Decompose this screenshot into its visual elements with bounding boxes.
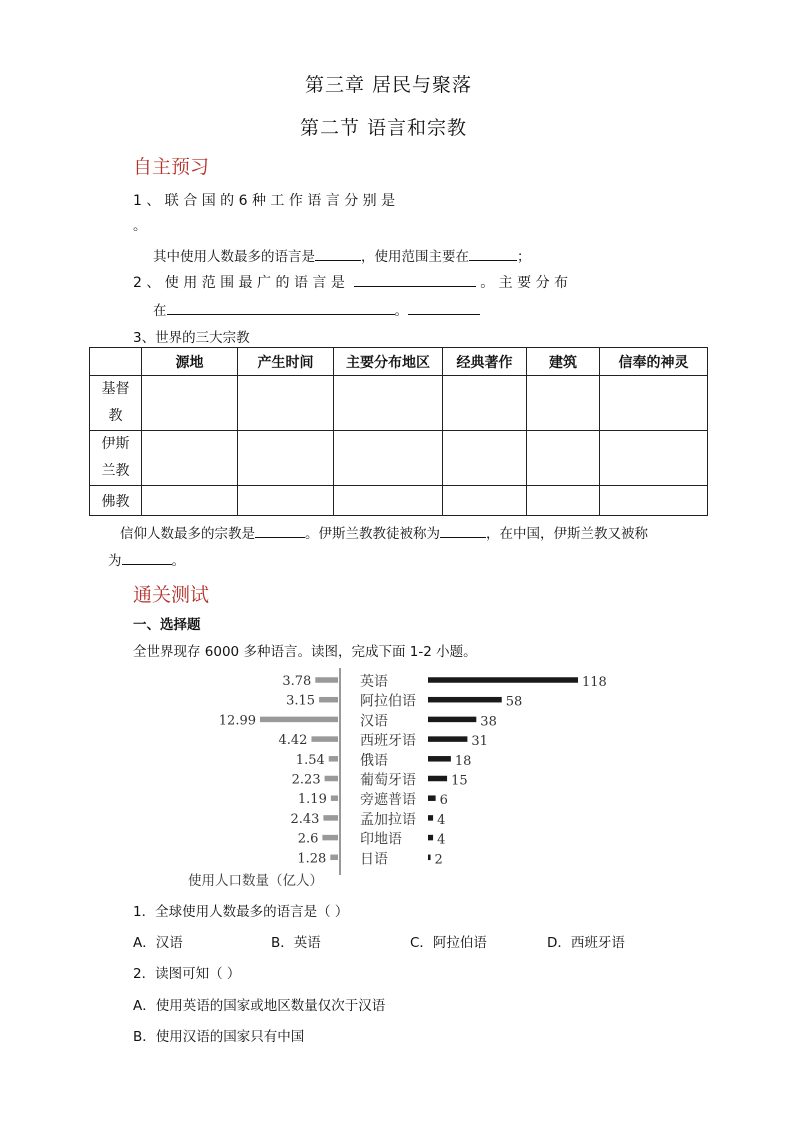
table-row [90,431,708,486]
after-text-c: ，在中国，伊斯兰教又被称 [486,526,648,542]
chart-intro: 全世界现存 6000 多种语言。读图，完成下面 1-2 小题。 [133,644,477,660]
right-bar [428,756,451,762]
row-label-buddhism [90,486,142,516]
right-bar-label: 58 [505,694,523,710]
right-bar-label: 15 [451,773,468,789]
after-text-b: 。伊斯兰教教徒被称为 [305,526,440,542]
right-bar-label: 4 [437,832,446,848]
right-bar-label: 38 [480,714,497,730]
table-header-cell: 产生时间 [238,348,334,376]
q1-option-d[interactable]: D．西班牙语 [547,935,625,951]
table-cell[interactable] [238,376,334,431]
row-label-l1: 基督 [101,381,130,397]
left-bar [311,736,338,742]
left-bar-label: 1.28 [297,851,327,867]
table-header-cell [90,348,142,376]
right-bar [428,835,433,841]
left-bar-label: 2.23 [291,772,321,788]
right-bar [428,855,431,861]
left-bar [319,697,338,703]
left-bar [260,717,338,723]
left-bar-label: 2.6 [297,831,319,847]
chart-xlabel: 使用人口数量（亿人） [188,873,323,889]
left-bar-label: 12.99 [218,713,256,729]
table-header-cell: 信奉的神灵 [600,348,708,376]
q1-text-c: ； [517,249,531,265]
after-text-d: 为 [108,553,122,569]
q2-text-b: 。 主 要 分 布 [480,275,569,291]
category-label: 俄语 [360,752,388,769]
question-1: 1．全球使用人数最多的语言是（ ） [133,904,349,920]
right-bar [428,776,447,782]
right-bar [428,815,433,821]
left-bar [330,855,338,861]
blank-distribution[interactable] [167,300,395,315]
table-cell[interactable] [238,486,334,516]
table-header-cell: 主要分布地区 [334,348,443,376]
blank-most-used-language[interactable] [315,246,361,261]
table-cell[interactable] [527,431,600,486]
blank-islam-chinese-name[interactable] [122,550,172,565]
table-header-cell: 建筑 [527,348,600,376]
left-bar [325,776,338,782]
after-table-line2 [108,549,185,569]
after-text-a: 信仰人数最多的宗教是 [120,526,255,542]
table-cell[interactable] [527,376,600,431]
left-bar-label: 1.54 [295,752,325,768]
category-label: 西班牙语 [360,733,416,750]
category-label: 日语 [360,851,388,868]
left-bar-label: 1.19 [297,792,327,808]
row-label-islam [90,431,142,486]
q3-title: 3、世界的三大宗教 [133,330,250,346]
table-header-cell: 源地 [142,348,238,376]
table-cell[interactable] [600,486,708,516]
blank-muslim-name[interactable] [440,523,486,538]
table-row [90,486,708,516]
category-label: 英语 [360,674,388,690]
left-bar-label: 3.15 [286,693,316,709]
q2-line2 [153,299,480,319]
right-bar [428,795,436,801]
row-label-l2: 兰教 [101,463,130,479]
right-bar [428,697,502,703]
category-label: 印地语 [360,831,402,848]
q1-option-b[interactable]: B．英语 [271,935,321,951]
blank-largest-religion[interactable] [255,523,305,538]
after-text-e: 。 [171,553,185,569]
table-cell[interactable] [142,431,238,486]
right-bar-label: 4 [437,812,446,828]
q1-line2 [153,245,531,265]
right-bar [428,736,467,742]
q2-text-c: 在 [153,303,167,319]
q1-text-a: 其中使用人数最多的语言是 [153,249,315,265]
q2-line1 [133,272,568,292]
table-cell[interactable] [334,431,443,486]
category-label: 旁遮普语 [360,792,416,809]
blank-distribution-2[interactable] [408,300,480,315]
row-label-l1: 伊斯 [101,436,130,452]
left-bar-label: 3.78 [282,674,312,689]
right-bar-label: 18 [454,753,472,769]
left-bar [315,677,338,683]
q2-text-a: 2 、 使 用 范 围 最 广 的 语 言 是 [133,275,345,291]
left-bar-label: 4.42 [278,733,308,749]
question-2: 2．读图可知（ ） [133,966,241,982]
after-table-line1 [120,522,648,542]
row-label-l2: 教 [108,408,123,424]
q1-line1-end: 。 [133,218,147,234]
chapter-title: 第三章 居民与聚落 [305,74,473,96]
q2-text-d: 。 [394,303,408,319]
left-bar [322,835,338,841]
left-bar [331,795,338,801]
table-cell[interactable] [443,376,527,431]
blank-widest-language[interactable] [354,272,476,287]
table-cell[interactable] [334,376,443,431]
table-cell[interactable] [527,486,600,516]
religion-table [89,347,708,516]
left-bar-label: 2.43 [290,811,320,827]
right-bar [428,717,476,723]
table-cell[interactable] [600,376,708,431]
left-bar [323,815,338,821]
table-cell[interactable] [142,486,238,516]
table-cell[interactable] [238,431,334,486]
table-cell[interactable] [334,486,443,516]
right-bar-label: 118 [582,675,607,690]
category-label: 葡萄牙语 [360,772,416,789]
test-heading: 通关测试 [133,584,210,606]
language-chart [180,665,620,895]
table-cell[interactable] [600,431,708,486]
q1-text-b: ，使用范围主要在 [361,249,469,265]
category-label: 汉语 [360,713,388,730]
blank-main-area[interactable] [469,246,517,261]
table-cell[interactable] [443,431,527,486]
q1-option-a[interactable]: A．汉语 [133,935,183,951]
category-label: 阿拉伯语 [360,693,416,710]
left-bar [329,756,338,762]
row-label-christianity [90,376,142,431]
table-header-cell: 经典著作 [443,348,527,376]
right-bar-label: 6 [439,793,448,809]
table-cell[interactable] [443,486,527,516]
right-bar-label: 31 [471,734,488,750]
row-label-l1: 佛教 [101,493,130,510]
q2-option-b[interactable]: B．使用汉语的国家只有中国 [133,1029,305,1045]
right-bar-label: 2 [434,852,443,868]
table-row [90,376,708,431]
category-label: 孟加拉语 [360,811,416,828]
right-bar [428,677,578,683]
table-cell[interactable] [142,376,238,431]
preview-heading: 自主预习 [133,156,210,178]
q2-option-a[interactable]: A．使用英语的国家或地区数量仅次于汉语 [133,998,386,1014]
part1-title: 一、选择题 [133,617,201,633]
section-title: 第二节 语言和宗教 [300,117,468,139]
q1-option-c[interactable]: C．阿拉伯语 [410,935,487,951]
table-header-row [90,348,708,376]
q1-line1: 1 、 联 合 国 的 6 种 工 作 语 言 分 别 是 [133,193,396,209]
